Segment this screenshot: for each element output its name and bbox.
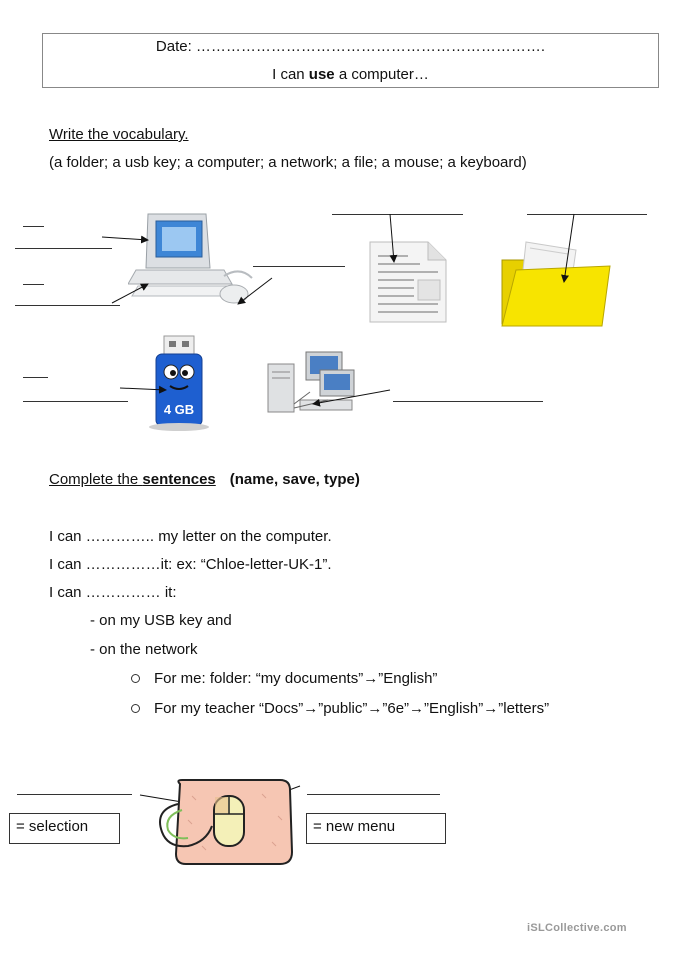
sentence-options: (name, save, type)	[229, 471, 360, 488]
circle-bullet-icon	[131, 674, 140, 683]
sentences-heading: Complete the sentences (name, save, type)	[49, 471, 360, 488]
mouse-right-label: = new menu	[306, 813, 446, 844]
usb-capacity-label: 4 GB	[163, 402, 195, 417]
sentence-line-1: I can ………….. my letter on the computer.	[49, 528, 332, 545]
mouse-icon	[152, 776, 298, 868]
sentence-sub-item-1: - on my USB key and	[90, 612, 232, 629]
sentence-line-2: I can ……………it: ex: “Chloe-letter-UK-1”.	[49, 556, 332, 573]
answer-blank[interactable]	[17, 794, 132, 795]
sentence-sub-item-2: - on the network	[90, 641, 198, 658]
mouse-left-label: = selection	[9, 813, 120, 844]
bullet-item-2: For my teacher “Docs”→”public”→”6e”→”English”→”letters”	[131, 700, 549, 717]
date-line: Date: …………………………………………………………….	[155, 38, 546, 55]
watermark: iSLCollective.com	[527, 922, 627, 934]
vocab-word-list: (a folder; a usb key; a computer; a network; a file; a mouse; a keyboard)	[49, 154, 527, 171]
vocab-heading: Write the vocabulary.	[49, 126, 189, 143]
answer-blank[interactable]	[307, 794, 440, 795]
sentence-line-3: I can …………… it:	[49, 584, 177, 601]
bullet-item-1: For me: folder: “my documents”→”English”	[131, 670, 437, 687]
circle-bullet-icon	[131, 704, 140, 713]
worksheet-subtitle: I can use a computer…	[272, 66, 429, 83]
